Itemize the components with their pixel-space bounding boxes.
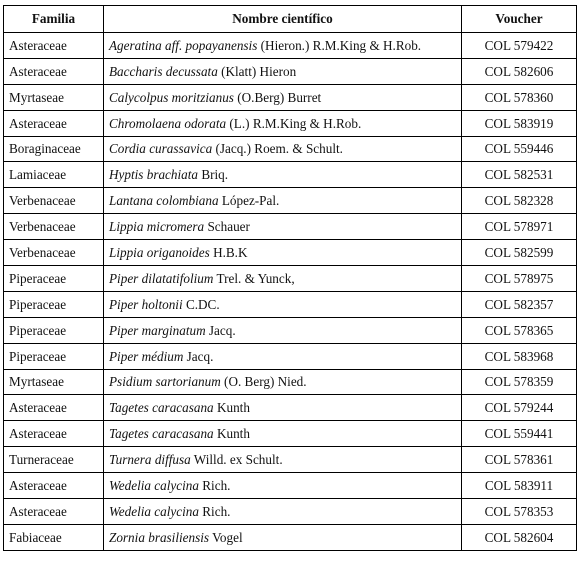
species-epithet: marginatum xyxy=(141,322,206,338)
species-authority: C.DC. xyxy=(185,296,220,312)
species-epithet: aff. popayanensis xyxy=(165,37,258,53)
cell-scientific-name xyxy=(104,266,462,292)
cell-family: Asteraceae xyxy=(4,33,104,59)
genus-name: Calycolpus xyxy=(109,89,169,105)
species-authority: Jacq. xyxy=(208,322,236,338)
genus-name: Lippia xyxy=(109,244,144,260)
cell-family: Asteraceae xyxy=(4,110,104,136)
cell-voucher: COL 578365 xyxy=(462,317,577,343)
cell-voucher: COL 582328 xyxy=(462,188,577,214)
species-epithet: brasiliensis xyxy=(148,529,210,545)
cell-voucher: COL 582599 xyxy=(462,240,577,266)
header-voucher: Voucher xyxy=(462,6,577,33)
cell-family: Lamiaceae xyxy=(4,162,104,188)
table-row xyxy=(4,395,577,421)
cell-scientific-name xyxy=(104,136,462,162)
table-row xyxy=(4,524,577,550)
species-epithet: origanoides xyxy=(146,244,210,260)
species-epithet: dilatatifolium xyxy=(141,270,214,286)
genus-name: Zornia xyxy=(109,529,145,545)
cell-family: Piperaceae xyxy=(4,291,104,317)
cell-family: Turneraceae xyxy=(4,447,104,473)
cell-scientific-name xyxy=(104,473,462,499)
table-row xyxy=(4,162,577,188)
species-epithet: colombiana xyxy=(156,193,219,209)
species-epithet: calycina xyxy=(154,503,199,519)
species-epithet: sartorianum xyxy=(155,374,221,390)
cell-voucher: COL 582604 xyxy=(462,524,577,550)
cell-scientific-name xyxy=(104,499,462,525)
table-row xyxy=(4,343,577,369)
cell-voucher: COL 582531 xyxy=(462,162,577,188)
species-authority: (Hieron.) R.M.King & H.Rob. xyxy=(260,37,422,53)
table-row xyxy=(4,317,577,343)
cell-family: Myrtaseae xyxy=(4,84,104,110)
table-row xyxy=(4,447,577,473)
genus-name: Piper xyxy=(109,270,139,286)
cell-voucher: COL 583919 xyxy=(462,110,577,136)
cell-voucher: COL 578360 xyxy=(462,84,577,110)
header-row xyxy=(4,6,577,33)
species-authority: (L.) R.M.King & H.Rob. xyxy=(229,115,362,131)
table-row xyxy=(4,188,577,214)
table-row xyxy=(4,369,577,395)
species-authority: Kunth xyxy=(216,400,250,416)
species-authority: H.B.K xyxy=(213,244,248,260)
genus-name: Piper xyxy=(109,322,139,338)
cell-family: Verbenaceae xyxy=(4,214,104,240)
cell-scientific-name xyxy=(104,162,462,188)
genus-name: Tagetes xyxy=(109,400,149,416)
species-epithet: micromera xyxy=(146,219,205,235)
header-family: Familia xyxy=(4,6,104,33)
cell-voucher: COL 559441 xyxy=(462,421,577,447)
species-table xyxy=(3,5,577,551)
cell-scientific-name xyxy=(104,317,462,343)
genus-name: Cordia xyxy=(109,141,146,157)
table-row xyxy=(4,58,577,84)
cell-scientific-name xyxy=(104,447,462,473)
cell-scientific-name xyxy=(104,369,462,395)
species-authority: Vogel xyxy=(212,529,243,545)
species-epithet: brachiata xyxy=(146,167,199,183)
cell-family: Fabiaceae xyxy=(4,524,104,550)
cell-scientific-name xyxy=(104,240,462,266)
cell-scientific-name xyxy=(104,395,462,421)
genus-name: Piper xyxy=(109,348,139,364)
cell-voucher: COL 578361 xyxy=(462,447,577,473)
cell-family: Piperaceae xyxy=(4,343,104,369)
cell-scientific-name xyxy=(104,110,462,136)
cell-voucher: COL 583911 xyxy=(462,473,577,499)
cell-scientific-name xyxy=(104,33,462,59)
genus-name: Lantana xyxy=(109,193,153,209)
species-epithet: curassavica xyxy=(149,141,213,157)
species-epithet: médium xyxy=(141,348,184,364)
cell-voucher: COL 579422 xyxy=(462,33,577,59)
species-authority: Schauer xyxy=(207,219,250,235)
species-authority: Kunth xyxy=(216,426,250,442)
cell-family: Verbenaceae xyxy=(4,240,104,266)
cell-scientific-name xyxy=(104,58,462,84)
cell-voucher: COL 578975 xyxy=(462,266,577,292)
table-header xyxy=(4,6,577,33)
species-authority: (Jacq.) Roem. & Schult. xyxy=(215,141,343,157)
cell-family: Asteraceae xyxy=(4,473,104,499)
genus-name: Hyptis xyxy=(109,167,144,183)
species-authority: Jacq. xyxy=(186,348,214,364)
genus-name: Lippia xyxy=(109,219,144,235)
cell-scientific-name xyxy=(104,291,462,317)
species-epithet: calycina xyxy=(154,477,199,493)
cell-family: Asteraceae xyxy=(4,58,104,84)
table-row xyxy=(4,110,577,136)
genus-name: Ageratina xyxy=(109,37,162,53)
species-authority: (Klatt) Hieron xyxy=(221,63,297,79)
table-row xyxy=(4,421,577,447)
species-authority: Rich. xyxy=(202,477,231,493)
table-row xyxy=(4,214,577,240)
table-row xyxy=(4,240,577,266)
cell-scientific-name xyxy=(104,214,462,240)
cell-family: Asteraceae xyxy=(4,395,104,421)
species-epithet: caracasana xyxy=(152,400,214,416)
genus-name: Wedelia xyxy=(109,477,151,493)
species-epithet: decussata xyxy=(165,63,218,79)
species-authority: Willd. ex Schult. xyxy=(193,452,283,468)
table-body xyxy=(4,33,577,551)
species-authority: Briq. xyxy=(201,167,229,183)
genus-name: Chromolaena xyxy=(109,115,182,131)
cell-family: Boraginaceae xyxy=(4,136,104,162)
cell-family: Verbenaceae xyxy=(4,188,104,214)
table-row xyxy=(4,266,577,292)
species-epithet: holtonii xyxy=(141,296,183,312)
cell-voucher: COL 582357 xyxy=(462,291,577,317)
species-authority: Rich. xyxy=(202,503,231,519)
cell-family: Asteraceae xyxy=(4,499,104,525)
cell-scientific-name xyxy=(104,421,462,447)
cell-voucher: COL 578353 xyxy=(462,499,577,525)
cell-voucher: COL 578359 xyxy=(462,369,577,395)
genus-name: Baccharis xyxy=(109,63,163,79)
genus-name: Wedelia xyxy=(109,503,151,519)
table-row xyxy=(4,136,577,162)
table-row xyxy=(4,291,577,317)
cell-voucher: COL 582606 xyxy=(462,58,577,84)
cell-scientific-name xyxy=(104,524,462,550)
species-epithet: diffusa xyxy=(154,452,191,468)
species-epithet: moritzianus xyxy=(171,89,234,105)
cell-voucher: COL 559446 xyxy=(462,136,577,162)
cell-voucher: COL 578971 xyxy=(462,214,577,240)
cell-scientific-name xyxy=(104,188,462,214)
cell-voucher: COL 579244 xyxy=(462,395,577,421)
cell-scientific-name xyxy=(104,84,462,110)
table-row xyxy=(4,84,577,110)
table-row xyxy=(4,33,577,59)
cell-family: Asteraceae xyxy=(4,421,104,447)
cell-family: Piperaceae xyxy=(4,266,104,292)
species-authority: Trel. & Yunck, xyxy=(216,270,295,286)
genus-name: Turnera xyxy=(109,452,152,468)
header-scientific-name: Nombre científico xyxy=(104,6,462,33)
species-epithet: odorata xyxy=(184,115,227,131)
species-authority: López-Pal. xyxy=(221,193,280,209)
cell-family: Piperaceae xyxy=(4,317,104,343)
table-row xyxy=(4,499,577,525)
cell-scientific-name xyxy=(104,343,462,369)
table-row xyxy=(4,473,577,499)
genus-name: Tagetes xyxy=(109,426,149,442)
cell-voucher: COL 583968 xyxy=(462,343,577,369)
genus-name: Piper xyxy=(109,296,139,312)
species-authority: (O. Berg) Nied. xyxy=(224,374,307,390)
species-epithet: caracasana xyxy=(152,426,214,442)
cell-family: Myrtaseae xyxy=(4,369,104,395)
species-authority: (O.Berg) Burret xyxy=(237,89,322,105)
genus-name: Psidium xyxy=(109,374,153,390)
